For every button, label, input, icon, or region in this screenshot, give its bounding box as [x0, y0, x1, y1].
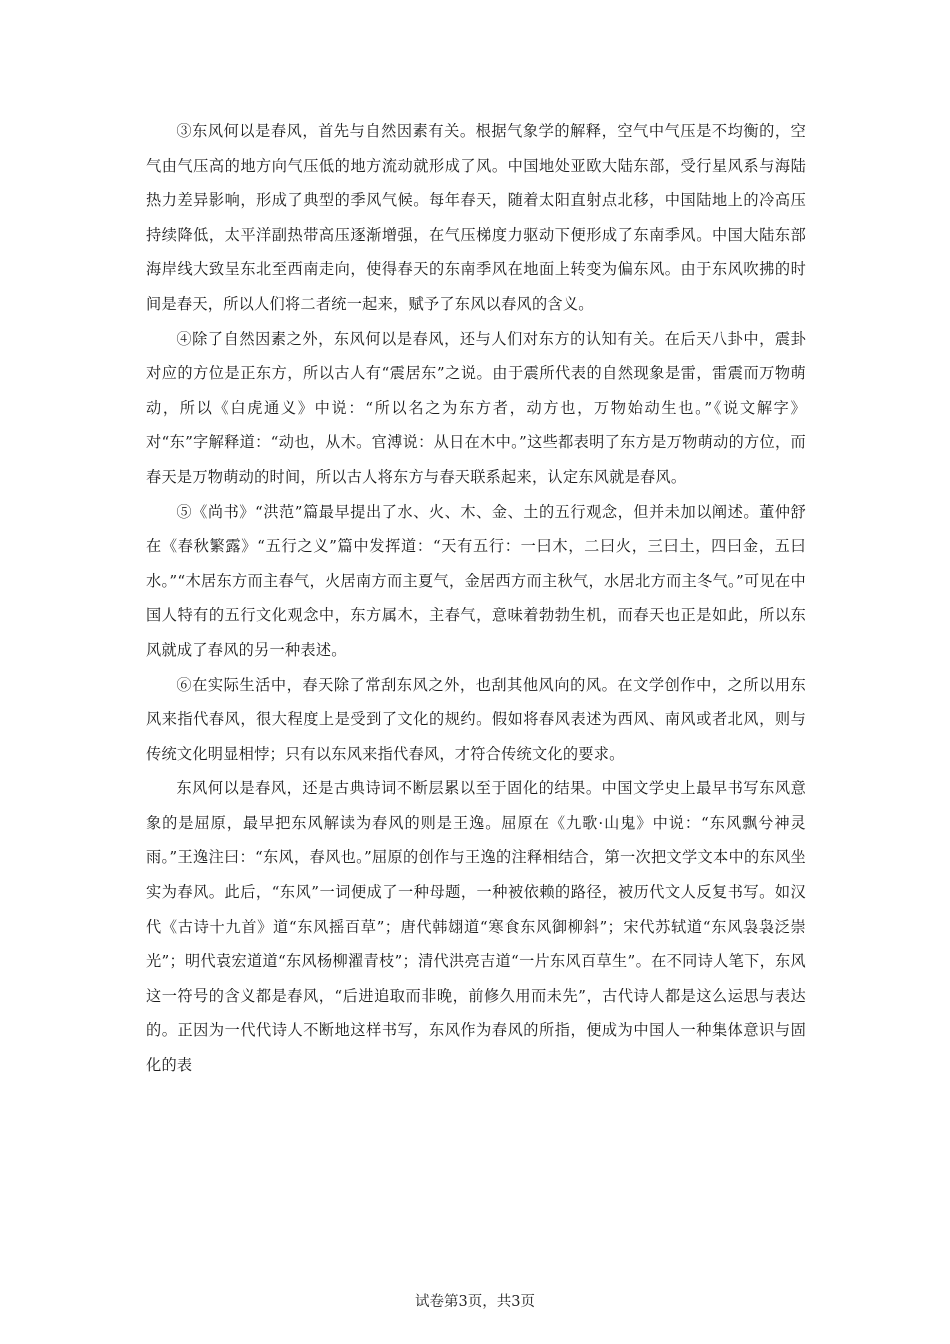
page-footer: 试卷第3页，共3页 — [415, 1294, 535, 1310]
paragraph-4: ④除了自然因素之外，东风何以是春风，还与人们对东方的认知有关。在后天八卦中，震卦对应的方位是正东方，所以古人有“震居东”之说。由于震所代表的自然现象是雷，雷震而万物萌动，所以《白虎通义》中说：“所以名之为东方者，动方也，万物始动生也。”《说文解字》对“东”字解释道：“动也，从木。官溥说：从日在木中。”这些都表明了东方是万物萌动的方位，而春天是万物萌动的时间，所以古人将东方与春天联系起来，认定东风就是春风。 — [146, 329, 806, 486]
article-body — [146, 114, 806, 1083]
paragraph-7: 东风何以是春风，还是古典诗词不断层累以至于固化的结果。中国文学史上最早书写东风意象的是屈原，最早把东风解读为春风的则是王逸。屈原在《九歌·山鬼》中说：“东风飘兮神灵雨。”王逸注曰：“东风，春风也。”屈原的创作与王逸的注释相结合，第一次把文学文本中的东风坐实为春风。此后，“东风”一词便成了一种母题，一种被依赖的路径，被历代文人反复书写。如汉代《古诗十九首》道“东风摇百草”；唐代韩翃道“寒食东风御柳斜”；宋代苏轼道“东风袅袅泛崇光”；明代袁宏道道“东风杨柳濯青枝”；清代洪亮吉道“一片东风百草生”。在不同诗人笔下，东风这一符号的含义都是春风，“后进追取而非晚，前修久用而未先”，古代诗人都是这么运思与表达的。正因为一代代诗人不断地这样书写，东风作为春风的所指，便成为中国人一种集体意识与固化的表 — [146, 779, 806, 1075]
paragraph-5: ⑤《尚书》“洪范”篇最早提出了水、火、木、金、土的五行观念，但并未加以阐述。董仲舒在《春秋繁露》“五行之义”篇中发挥道：“天有五行：一曰木，二曰火，三曰土，四曰金，五曰水。”“木居东方而主春气，火居南方而主夏气，金居西方而主秋气，水居北方而主冬气。”可见在中国人特有的五行文化观念中，东方属木，主春气，意味着勃勃生机，而春天也正是如此，所以东风就成了春风的另一种表述。 — [146, 502, 806, 659]
paragraph-6: ⑥在实际生活中，春天除了常刮东风之外，也刮其他风向的风。在文学创作中，之所以用东风来指代春风，很大程度上是受到了文化的规约。假如将春风表述为西风、南风或者北风，则与传统文化明显相悖；只有以东风来指代春风，才符合传统文化的要求。 — [146, 675, 806, 763]
paragraph-3: ③东风何以是春风，首先与自然因素有关。根据气象学的解释，空气中气压是不均衡的，空气由气压高的地方向气压低的地方流动就形成了风。中国地处亚欧大陆东部，受行星风系与海陆热力差异影响，形成了典型的季风气候。每年春天，随着太阳直射点北移，中国陆地上的冷高压持续降低，太平洋副热带高压逐渐增强，在气压梯度力驱动下便形成了东南季风。中国大陆东部海岸线大致呈东北至西南走向，使得春天的东南季风在地面上转变为偏东风。由于东风吹拂的时间是春天，所以人们将二者统一起来，赋予了东风以春风的含义。 — [146, 122, 806, 313]
